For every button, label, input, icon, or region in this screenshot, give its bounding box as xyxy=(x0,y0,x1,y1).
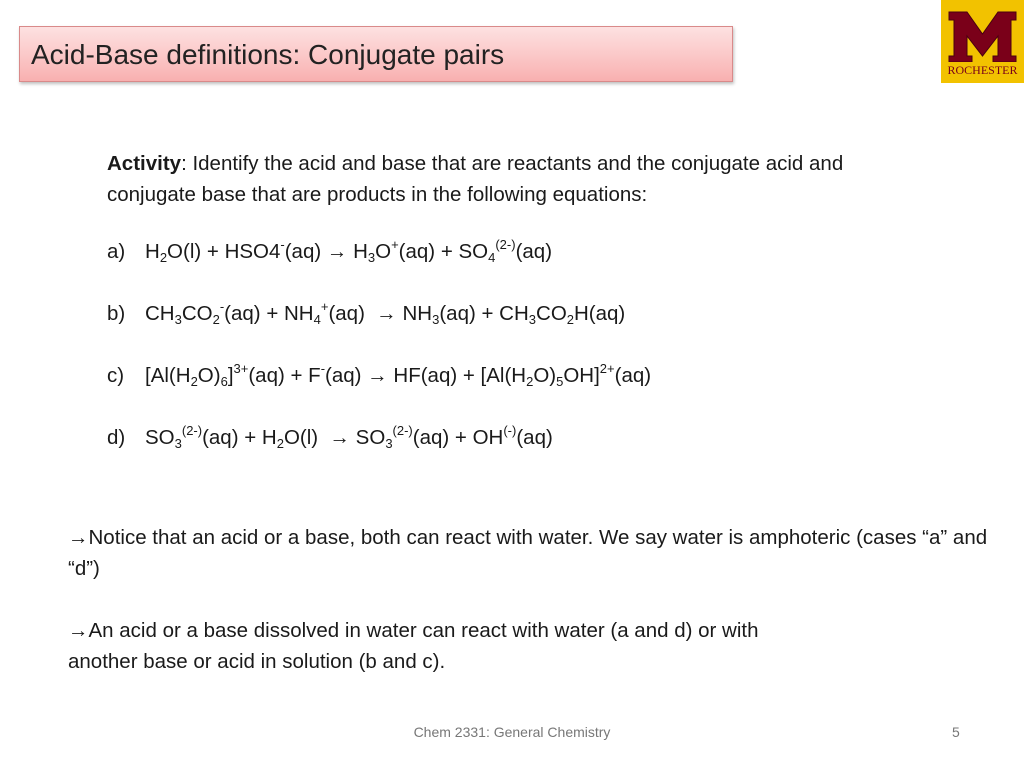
equation-part: 4 xyxy=(313,312,321,327)
equation-part: (-) xyxy=(503,423,517,438)
equation-part: (aq) + SO xyxy=(398,240,489,263)
equation-part: CH xyxy=(145,302,175,325)
equation-part: 3 xyxy=(174,436,182,451)
equation-part: - xyxy=(219,299,225,314)
note-text: An acid or a base dissolved in water can react with water (a and d) or with another base or acid in solution (b and c). xyxy=(68,619,759,673)
equation-part: 5 xyxy=(556,374,564,389)
equation-part: - xyxy=(280,237,285,252)
equation-part: ] xyxy=(227,364,234,387)
equation-part: (aq) xyxy=(614,364,652,387)
equation-part: CO xyxy=(536,302,567,325)
equation-part: (aq) + OH xyxy=(412,426,504,449)
equation-part: 2 xyxy=(190,374,198,389)
equation-part: 2 xyxy=(526,374,534,389)
equation-part: + xyxy=(320,299,329,314)
note-amphoteric xyxy=(68,522,988,584)
equation-part: (2-) xyxy=(392,423,413,438)
equation-d xyxy=(107,423,553,451)
equation-part: (aq) + H xyxy=(202,426,277,449)
equation-part: 2 xyxy=(566,312,574,327)
equation-part: H xyxy=(145,240,160,263)
footer-course: Chem 2331: General Chemistry xyxy=(413,724,611,740)
page-number: 5 xyxy=(952,724,960,740)
activity-label: Activity xyxy=(107,152,182,175)
note-reactions xyxy=(68,615,828,677)
activity-text: : Identify the acid and base that are reactants and the conjugate acid and conjugate base that are products in the following equations: xyxy=(107,152,844,206)
logo-text: ROCHESTER xyxy=(947,63,1018,77)
equation-c xyxy=(107,361,652,389)
equation-label: b) xyxy=(107,302,126,325)
equation-part: 3 xyxy=(174,312,182,327)
equation-part: O xyxy=(375,240,392,263)
equation-part: O(l) xyxy=(283,426,330,449)
equation-part: O) xyxy=(533,364,557,387)
equation-part: 4 xyxy=(488,250,496,265)
equation-part: + xyxy=(391,237,399,252)
arrow-icon: → xyxy=(68,526,89,549)
equation-part: 6 xyxy=(220,374,228,389)
slide-title: Acid-Base definitions: Conjugate pairs xyxy=(31,39,505,70)
title-box xyxy=(19,26,733,82)
equation-part: 2 xyxy=(159,250,168,265)
equation-part: OH] xyxy=(563,364,600,387)
equation-part: [Al(H xyxy=(145,364,191,387)
equation-label: d) xyxy=(107,426,126,449)
equation-part: NH xyxy=(396,302,433,325)
equation-part: (aq) + NH xyxy=(224,302,314,325)
equation-part: (2-) xyxy=(495,237,516,252)
equation-part: 3 xyxy=(367,250,376,265)
equation-part: (2-) xyxy=(181,423,203,438)
university-m-logo-icon xyxy=(947,6,1018,62)
equation-part: 3 xyxy=(432,312,440,327)
equation-part: O) xyxy=(197,364,221,387)
equation-part: (aq) + CH xyxy=(439,302,529,325)
arrow-icon: → xyxy=(329,426,350,449)
equation-part: H(aq) xyxy=(574,302,626,325)
activity-paragraph xyxy=(107,148,887,210)
equation-part: CO xyxy=(181,302,213,325)
equation-label: c) xyxy=(107,364,125,387)
equation-part: 2 xyxy=(276,436,284,451)
equation-part: - xyxy=(320,361,326,376)
university-logo xyxy=(941,0,1024,83)
equation-part: O(l) + HSO4 xyxy=(167,240,281,263)
equation-b xyxy=(107,299,626,327)
equation-part: (aq) xyxy=(325,364,368,387)
arrow-icon: → xyxy=(376,302,397,325)
equation-a xyxy=(107,237,553,265)
equation-part: 3+ xyxy=(233,361,249,376)
equation-label: a) xyxy=(107,240,126,263)
equation-part: H xyxy=(347,240,368,263)
equation-part: (aq) xyxy=(515,240,553,263)
equation-part: 3 xyxy=(385,436,393,451)
equation-part: 2+ xyxy=(599,361,615,376)
arrow-icon: → xyxy=(367,364,388,387)
arrow-icon: → xyxy=(68,619,89,642)
equation-part: HF(aq) + [Al(H xyxy=(387,364,527,387)
note-text: Notice that an acid or a base, both can react with water. We say water is amphoteric (cases “a” and “d”) xyxy=(68,526,988,580)
equation-part: (aq) xyxy=(516,426,553,449)
equation-part: 3 xyxy=(528,312,537,327)
equation-part: SO xyxy=(349,426,386,449)
equation-part: SO xyxy=(145,426,175,449)
equation-part: (aq) + F xyxy=(248,364,321,387)
equation-part: (aq) xyxy=(328,302,377,325)
equation-part: 2 xyxy=(212,312,220,327)
arrow-icon: → xyxy=(326,240,348,263)
equation-part: (aq) xyxy=(284,240,327,263)
